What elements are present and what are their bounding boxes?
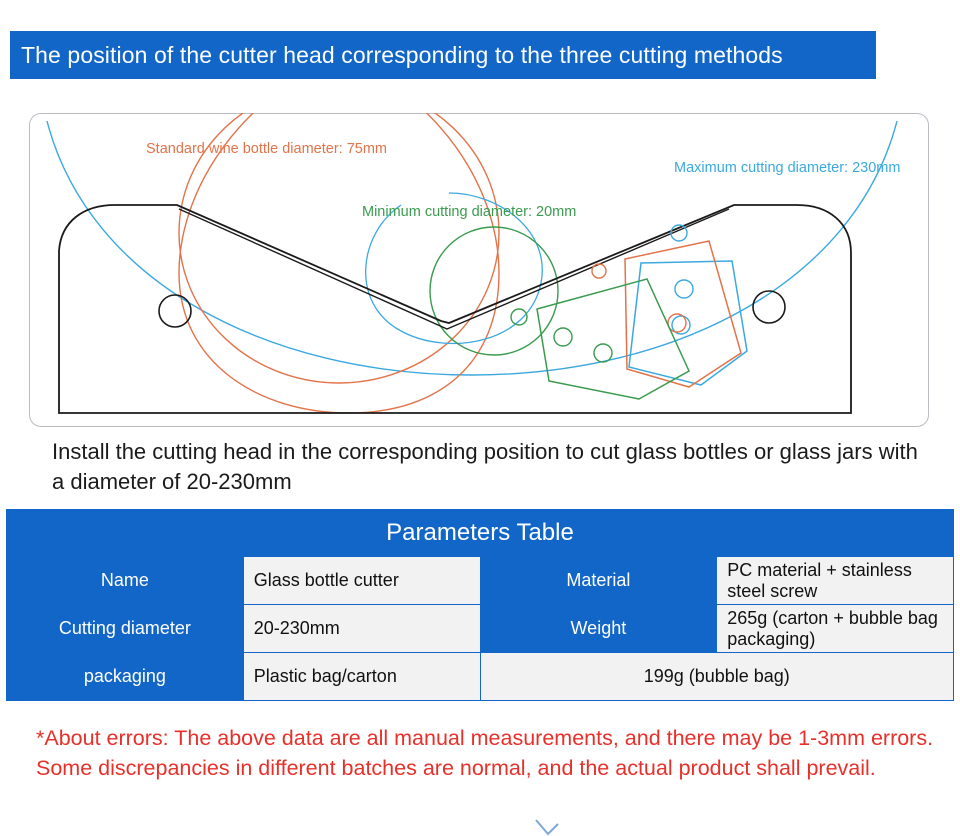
- table-title-row: [7, 510, 954, 557]
- label-standard-diameter: Standard wine bottle diameter: 75mm: [146, 141, 387, 157]
- row-3-value-1: Plastic bag/carton: [243, 653, 480, 701]
- diagram-panel: [29, 113, 929, 427]
- row-3-value-merged: 199g (bubble bag): [480, 653, 954, 701]
- parameters-table: [6, 509, 954, 701]
- page-title: The position of the cutter head corresponding to the three cutting methods: [21, 41, 783, 68]
- row-1-label-1: Name: [7, 557, 244, 605]
- table-row: [7, 605, 954, 653]
- cutter-head-orange-pivot: [592, 264, 606, 278]
- table-row: [7, 653, 954, 701]
- mounting-hole-right: [753, 291, 785, 323]
- error-footnote: *About errors: The above data are all manual measurements, and there may be 1-3mm errors. Some discrepancies in different batches are normal, and the actual product shall prevail.: [36, 726, 934, 780]
- row-2-label-2: Weight: [480, 605, 717, 653]
- cutter-head-green-pivot: [511, 309, 527, 325]
- mounting-hole-left: [159, 295, 191, 327]
- table-row: [7, 557, 954, 605]
- cutter-head-green-hole-1: [554, 328, 572, 346]
- cutter-head-green-hole-2: [594, 344, 612, 362]
- bottom-stray-mark: [534, 818, 560, 836]
- header-banner: [10, 31, 876, 79]
- label-min-diameter: Minimum cutting diameter: 20mm: [362, 204, 577, 220]
- row-1-value-2: PC material + stainless steel screw: [717, 557, 954, 605]
- row-2-value-2: 265g (carton + bubble bag packaging): [717, 605, 954, 653]
- row-1-label-2: Material: [480, 557, 717, 605]
- table-title: Parameters Table: [7, 510, 954, 557]
- label-max-diameter: Maximum cutting diameter: 230mm: [674, 160, 901, 176]
- row-2-value-1: 20-230mm: [243, 605, 480, 653]
- row-3-label-1: packaging: [7, 653, 244, 701]
- cutter-head-blue-hole-1: [675, 280, 693, 298]
- row-1-value-1: Glass bottle cutter: [243, 557, 480, 605]
- standard-diameter-arc: [179, 113, 499, 413]
- row-2-label-1: Cutting diameter: [7, 605, 244, 653]
- v-groove-line: [179, 209, 729, 329]
- cutter-body-outline: [59, 205, 851, 413]
- diagram-caption: Install the cutting head in the corresponding position to cut glass bottles or glass jars with a diameter of 20-230mm: [52, 439, 918, 494]
